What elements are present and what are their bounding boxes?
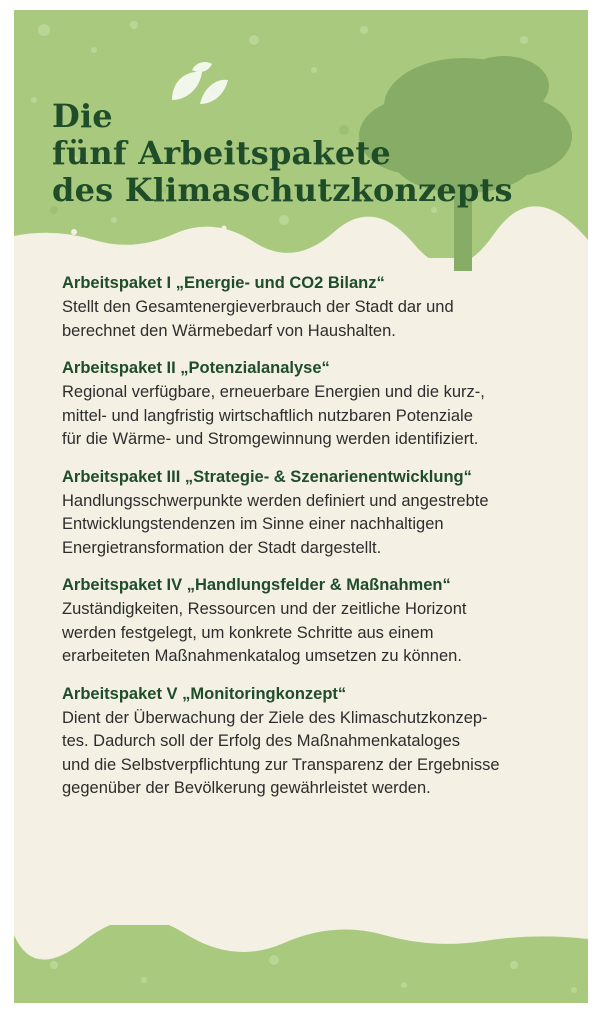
work-package-2 xyxy=(62,357,572,452)
title-line: des Klimaschutzkonzepts xyxy=(52,171,513,209)
footer-band xyxy=(14,925,588,1003)
description-line: Entwicklungstendenzen im Sinne einer nachhaltigen xyxy=(62,515,444,533)
description-line: erarbeiteten Maßnahmenkatalog umsetzen zu können. xyxy=(62,647,462,665)
info-card xyxy=(14,10,588,1003)
description-line: Dient der Überwachung der Ziele des Klimaschutzkonzep- xyxy=(62,708,488,727)
package-description xyxy=(62,296,572,343)
title-line: fünf Arbeitspakete xyxy=(52,134,391,172)
package-description xyxy=(62,490,572,561)
description-line: gegenüber der Bevölkerung gewährleistet werden. xyxy=(62,779,431,797)
package-description xyxy=(62,381,572,452)
package-description xyxy=(62,707,572,801)
description-line: Regional verfügbare, erneuerbare Energien und die kurz-, xyxy=(62,383,485,401)
description-line: Stellt den Gesamtenergieverbrauch der Stadt dar und xyxy=(62,298,454,316)
work-package-1 xyxy=(62,272,572,343)
package-heading: Arbeitspaket III „Strategie- & Szenarienentwicklung“ xyxy=(62,467,472,486)
package-heading: Arbeitspaket II „Potenzialanalyse“ xyxy=(62,359,330,377)
work-package-3 xyxy=(62,466,572,561)
package-description xyxy=(62,598,572,669)
page-title xyxy=(52,98,513,209)
description-line: Handlungsschwerpunkte werden definiert und angestrebte xyxy=(62,491,489,510)
description-line: und die Selbstverpflichtung zur Transparenz der Ergebnisse xyxy=(62,755,500,774)
package-heading: Arbeitspaket V „Monitoringkonzept“ xyxy=(62,684,347,703)
package-heading: Arbeitspaket IV „Handlungsfelder & Maßnahmen“ xyxy=(62,576,451,594)
description-line: Energietransformation der Stadt dargestellt. xyxy=(62,538,382,557)
description-line: mittel- und langfristig wirtschaftlich nutzbaren Potenziale xyxy=(62,406,473,425)
package-heading: Arbeitspaket I „Energie- und CO2 Bilanz“ xyxy=(62,274,385,292)
description-line: Zuständigkeiten, Ressourcen und der zeitliche Horizont xyxy=(62,600,467,618)
description-line: für die Wärme- und Stromgewinnung werden identifiziert. xyxy=(62,430,479,448)
description-line: tes. Dadurch soll der Erfolg des Maßnahmenkataloges xyxy=(62,732,461,750)
work-package-list xyxy=(62,272,572,815)
work-package-4 xyxy=(62,574,572,669)
title-line: Die xyxy=(52,97,113,135)
description-line: werden festgelegt, um konkrete Schritte aus einem xyxy=(62,623,434,642)
grunge-texture xyxy=(14,925,588,1003)
work-package-5 xyxy=(62,683,572,801)
description-line: berechnet den Wärmebedarf von Haushalten. xyxy=(62,321,396,340)
